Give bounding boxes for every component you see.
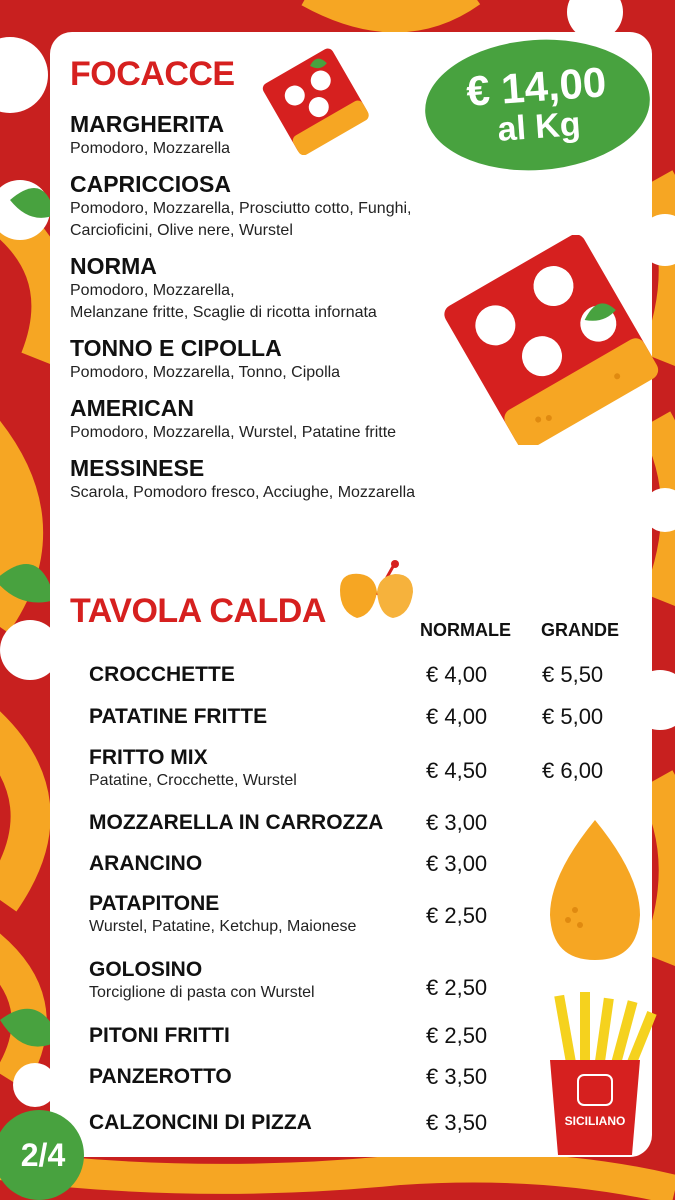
table-row (89, 851, 649, 877)
price-normale: € 2,50 (426, 903, 488, 928)
price-grande: € 5,50 (542, 662, 604, 687)
price-normale: € 2,50 (426, 975, 488, 1000)
table-row (89, 745, 649, 791)
item-name: MOZZARELLA IN CARROZZA (89, 811, 384, 834)
item-name: MESSINESE (70, 455, 205, 481)
item-description: Pomodoro, Mozzarella, Prosciutto cotto, Funghi, (70, 200, 412, 217)
price-normale: € 3,50 (426, 1110, 488, 1135)
item-name: CAPRICCIOSA (70, 171, 232, 197)
column-header-grande: GRANDE (541, 620, 620, 640)
table-row (89, 810, 649, 836)
table-row (89, 1110, 649, 1136)
table-row (89, 1023, 649, 1049)
item-description: Melanzane fritte, Scaglie di ricotta infornata (70, 304, 377, 321)
item-description: Carcioficini, Olive nere, Wurstel (70, 222, 293, 239)
item-description: Wurstel, Patatine, Ketchup, Maionese (89, 918, 357, 935)
price-normale: € 2,50 (426, 1023, 488, 1048)
item-name: PITONI FRITTI (89, 1024, 230, 1047)
table-row (89, 704, 649, 730)
item-description: Torciglione di pasta con Wurstel (89, 984, 315, 1001)
item-description: Pomodoro, Mozzarella (70, 140, 231, 157)
item-name: AMERICAN (70, 395, 194, 421)
item-name: TONNO E CIPOLLA (70, 335, 282, 361)
item-name: ARANCINO (89, 852, 203, 875)
item-name: FRITTO MIX (89, 746, 208, 769)
list-item (70, 454, 490, 504)
price-per-kg-unit: al Kg (496, 105, 582, 149)
column-header-normale: NORMALE (420, 620, 511, 640)
arancino-icon (540, 815, 650, 965)
item-name: NORMA (70, 253, 157, 279)
list-item (70, 110, 490, 160)
item-description: Scarola, Pomodoro fresco, Acciughe, Mozzarella (70, 484, 416, 501)
item-description: Patatine, Crocchette, Wurstel (89, 772, 297, 789)
price-normale: € 3,50 (426, 1064, 488, 1089)
price-normale: € 3,00 (426, 810, 488, 835)
fried-snack-icon (335, 560, 420, 625)
item-name: GOLOSINO (89, 958, 203, 981)
item-name: CALZONCINI DI PIZZA (89, 1111, 312, 1134)
item-description: Pomodoro, Mozzarella, Wurstel, Patatine fritte (70, 424, 397, 441)
fries-box-logo-text: SICILIANO (564, 1114, 626, 1128)
table-row (89, 662, 649, 688)
list-item (70, 170, 490, 242)
price-grande: € 5,00 (542, 704, 604, 729)
table-row (89, 891, 649, 937)
page-number-badge: 2/4 (0, 1110, 84, 1200)
item-name: PATAPITONE (89, 892, 220, 915)
focacce-title: FOCACCE (70, 55, 235, 93)
price-normale: € 3,00 (426, 851, 488, 876)
focacce-list (70, 110, 490, 514)
price-grande: € 6,00 (542, 758, 604, 783)
price-normale: € 4,00 (426, 704, 488, 729)
item-name: MARGHERITA (70, 111, 225, 137)
item-name: PANZEROTTO (89, 1065, 232, 1088)
list-item (70, 252, 490, 324)
tavola-calda-title: TAVOLA CALDA (70, 592, 326, 630)
price-normale: € 4,00 (426, 662, 488, 687)
item-name: CROCCHETTE (89, 663, 235, 686)
item-description: Pomodoro, Mozzarella, Tonno, Cipolla (70, 364, 341, 381)
list-item (70, 334, 490, 384)
item-name: PATATINE FRITTE (89, 705, 268, 728)
list-item (70, 394, 490, 444)
item-description: Pomodoro, Mozzarella, (70, 282, 235, 299)
price-normale: € 4,50 (426, 758, 488, 783)
price-per-kg-value: € 14,00 (464, 58, 608, 115)
table-row (89, 957, 649, 1003)
table-row (89, 1064, 649, 1090)
